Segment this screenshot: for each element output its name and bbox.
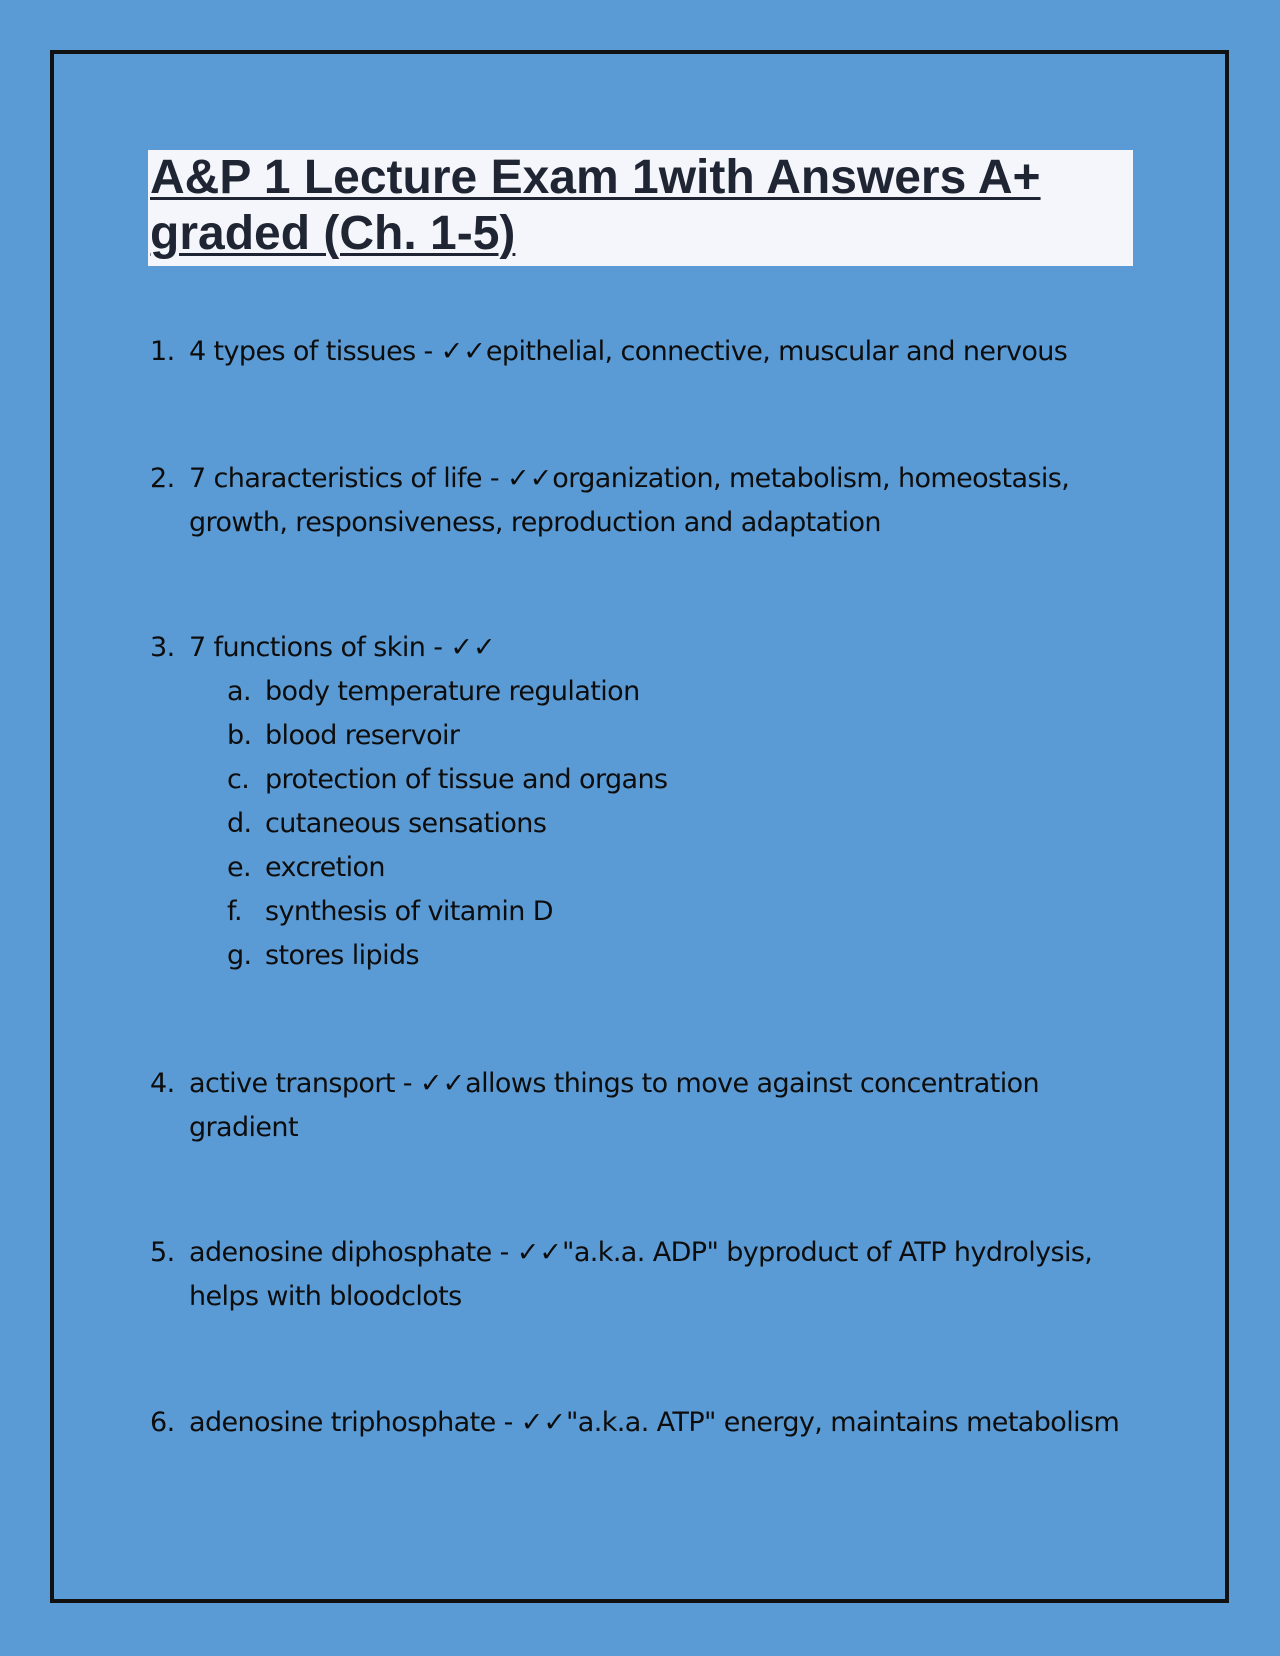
question-text bbox=[189, 626, 1130, 670]
check-mark-icon: ✓✓ bbox=[450, 632, 496, 663]
question-answer: "a.k.a. ADP" byproduct of ATP hydrolysis, helps with bloodclots bbox=[189, 1237, 1093, 1312]
question-answer: epithelial, connective, muscular and nervous bbox=[485, 336, 1068, 367]
question-number: 2. bbox=[150, 463, 175, 494]
list-item-letter: g. bbox=[227, 940, 252, 971]
list-item-letter: b. bbox=[227, 720, 252, 751]
list-item-letter: c. bbox=[227, 764, 250, 795]
list-item-text: blood reservoir bbox=[265, 720, 460, 751]
question-number: 6. bbox=[150, 1407, 175, 1438]
list-item bbox=[227, 758, 1130, 802]
skin-functions-list bbox=[150, 670, 1130, 978]
question-item-1 bbox=[150, 330, 1130, 374]
question-item-2 bbox=[150, 457, 1130, 545]
list-item-text: stores lipids bbox=[265, 940, 419, 971]
document-title: A&P 1 Lecture Exam 1with Answers A+ graded (Ch. 1-5) bbox=[150, 151, 1041, 260]
question-answer: allows things to move against concentration gradient bbox=[189, 1068, 1040, 1143]
list-item-text: cutaneous sensations bbox=[265, 808, 547, 839]
question-term: 7 characteristics of life - bbox=[189, 463, 508, 494]
question-term: 4 types of tissues - bbox=[189, 336, 441, 367]
list-item bbox=[227, 714, 1130, 758]
question-term: adenosine triphosphate - bbox=[189, 1407, 521, 1438]
check-mark-icon: ✓✓ bbox=[440, 336, 486, 367]
list-item-letter: a. bbox=[227, 676, 251, 707]
list-item-text: body temperature regulation bbox=[265, 676, 640, 707]
question-number: 1. bbox=[150, 336, 175, 367]
list-item bbox=[227, 934, 1130, 978]
question-text bbox=[189, 1231, 1130, 1319]
list-item-letter: d. bbox=[227, 808, 252, 839]
question-text bbox=[189, 457, 1130, 545]
question-text bbox=[189, 1401, 1130, 1445]
question-item-4 bbox=[150, 1062, 1130, 1150]
question-item-5 bbox=[150, 1231, 1130, 1319]
list-item-letter: e. bbox=[227, 852, 251, 883]
question-term: active transport - bbox=[189, 1068, 420, 1099]
question-number: 4. bbox=[150, 1068, 175, 1099]
check-mark-icon: ✓✓ bbox=[520, 1407, 566, 1438]
question-answer: "a.k.a. ATP" energy, maintains metabolism bbox=[565, 1407, 1120, 1438]
check-mark-icon: ✓✓ bbox=[507, 463, 553, 494]
list-item-letter: f. bbox=[227, 896, 242, 927]
question-text bbox=[189, 330, 1130, 374]
question-item-3 bbox=[150, 626, 1130, 978]
list-item-text: excretion bbox=[265, 852, 385, 883]
list-item-text: protection of tissue and organs bbox=[265, 764, 668, 795]
question-number: 3. bbox=[150, 632, 175, 663]
check-mark-icon: ✓✓ bbox=[516, 1237, 563, 1268]
question-answer: organization, metabolism, homeostasis, growth, responsiveness, reproduction and adaptation bbox=[189, 463, 1070, 538]
list-item bbox=[227, 670, 1130, 714]
question-term: adenosine diphosphate - bbox=[189, 1237, 517, 1268]
question-text bbox=[189, 1062, 1130, 1150]
check-mark-icon: ✓✓ bbox=[419, 1068, 466, 1099]
list-item-text: synthesis of vitamin D bbox=[265, 896, 553, 927]
list-item bbox=[227, 890, 1130, 934]
question-term: 7 functions of skin - bbox=[189, 632, 451, 663]
question-item-6 bbox=[150, 1401, 1130, 1445]
list-item bbox=[227, 846, 1130, 890]
list-item bbox=[227, 802, 1130, 846]
question-number: 5. bbox=[150, 1237, 175, 1268]
